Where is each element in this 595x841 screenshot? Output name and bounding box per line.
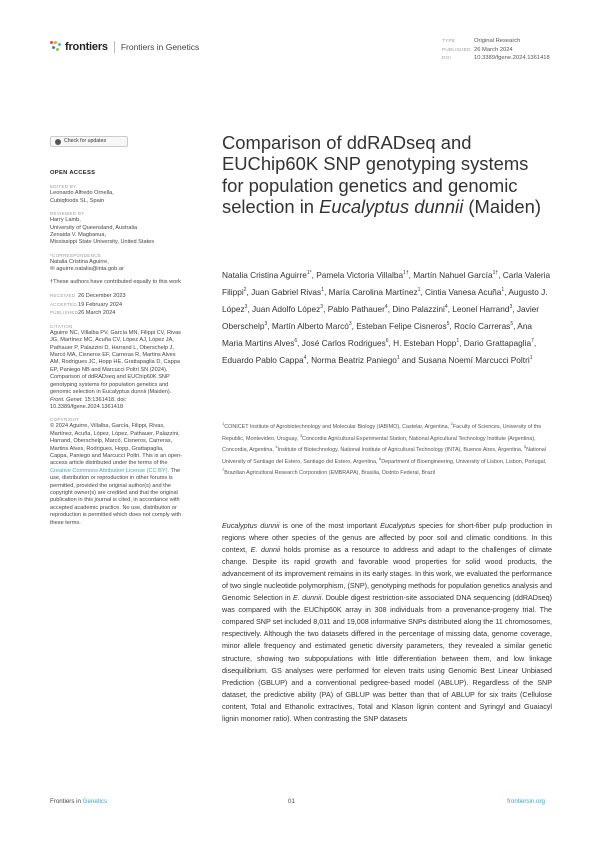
logo-dot [58, 43, 61, 46]
affiliation-text: Department of Bioengineering, University of Lisbon, Lisbon, Portugal, [381, 458, 547, 465]
logo-dot [54, 41, 57, 44]
article-meta [442, 37, 550, 63]
meta-published: PUBLISHED 26 March 2024 [442, 46, 513, 53]
date-published: PUBLISHED26 March 2024 [50, 310, 116, 317]
check-for-updates-button[interactable]: Check for updates [50, 136, 128, 147]
author-affiliation-marker: 3 [264, 321, 268, 328]
author-affiliation-marker: 4 [444, 304, 448, 311]
abstract-run: species for short-fiber pulp production in regions where other species of the genus are affected by poor soil and climatic conditions. In this context, [222, 521, 553, 555]
affiliations [222, 420, 552, 478]
author-affiliation-marker: 6 [294, 338, 298, 345]
article-title: Comparison of ddRADseq and EUChip60K SNP genotyping systems for population genetics and genomic selection in Eucalyptus dunnii (Maiden) [222, 132, 541, 218]
affiliation-marker: 4 [275, 444, 278, 449]
author-name[interactable]: Martín Nahuel García$^{1\dagger}$ [413, 269, 499, 280]
logo-divider [114, 41, 115, 53]
author-name[interactable]: Carla Valeria Filippi$^2$ [222, 269, 551, 297]
reviewer-affiliation: Mississippi State University, United States [50, 239, 155, 246]
author-affiliation-marker: 1 [501, 287, 505, 294]
author-affiliation-marker: 3 [244, 304, 248, 311]
author-affiliation-marker: 1 [417, 287, 421, 294]
affiliation-text: CONICET Institute of Agrobiotechnology and Molecular Biology (IABIMO), Castelar, Argentina, [224, 423, 451, 430]
species-name: E. dunnii [293, 593, 322, 603]
journal-name: Frontiers in Genetics [120, 42, 200, 52]
affiliation-text: Faculty of Sciences, University of the Republic, Montevideo, Uruguay, [222, 423, 542, 442]
author-affiliation-marker: 3 [320, 304, 324, 311]
article-sidebar [50, 136, 183, 527]
correspondent-email[interactable]: ✉ aguirre.natalia@inta.gob.ar [50, 266, 124, 273]
logo-wordmark: frontiers [65, 41, 108, 53]
author-name[interactable]: Rocío Carreras$^5$ [454, 320, 514, 331]
author-name[interactable]: H. Esteban Hopp$^1$ [393, 338, 460, 349]
abstract-text [222, 520, 552, 725]
species-name: Eucalyptus dunnii [222, 521, 280, 530]
editor-name: Leonardo Alfredo Ornella, [50, 190, 114, 197]
footer-journal: Frontiers in Genetics [50, 798, 108, 805]
affiliation-marker: 7 [222, 467, 225, 472]
abstract-run: holds promise as a resource to address and adapt to the challenges of climate change. Despite its rapid growth and favorable wood properties for solid wood products, the advancement of its improvement remains in its early stages. In this work, we evaluated the performance of two single nucleotide polymorphism, (SNP), genotyping methods for population genetics analysis and Genomic Selection in [222, 545, 553, 603]
date-received: RECEIVED 26 December 2023 [50, 293, 126, 300]
affiliation-marker: 3 [299, 432, 303, 438]
author-name[interactable]: Susana Noemí Marcucci Poltri$^1$ [418, 355, 533, 366]
author-name[interactable]: Dario Grattapaglia$^7$ [463, 338, 534, 349]
author-name[interactable]: Martín Alberto Marcó$^3$ [271, 320, 352, 331]
affiliation-marker: 6 [379, 455, 382, 461]
author-affiliation-marker: 1 [321, 287, 324, 294]
page-number: 01 [288, 798, 295, 805]
author-name[interactable]: Javier Oberschelp$^3$ [222, 303, 540, 331]
footer-journal-link[interactable]: Genetics [82, 798, 108, 805]
author-affiliation-marker: 1 [529, 355, 533, 362]
copyright-heading: COPYRIGHT [50, 417, 80, 423]
refresh-icon [55, 139, 61, 145]
meta-doi[interactable]: DOI 10.3389/fgene.2024.1361418 [442, 55, 550, 62]
author-affiliation-marker: 4 [384, 304, 388, 311]
author-name[interactable]: Eduardo Pablo Cappa$^4$ [222, 355, 307, 366]
species-name: Eucalyptus [380, 521, 416, 530]
author-name[interactable]: Juan Gabriel Rivas$^1$ [251, 286, 324, 297]
author-affiliation-marker: 3 [348, 321, 352, 328]
frontiers-logo[interactable] [50, 39, 199, 55]
author-name[interactable]: Esteban Felipe Cisneros$^5$ [356, 320, 450, 331]
affiliation-text: Institute of Biotechnology, National Institute of Agricultural Technology (INTA), Buenos Aires, Argentina, [277, 446, 524, 453]
author-affiliation-marker: 7 [531, 338, 534, 345]
copyright-text: © 2024 Aguirre, Villalba, García, Filippi, Rivas, Martínez, Acuña, López, López, Pathauer, Palazzini, Harrand, Oberschelp, Marcó, Cisneros, Carreras, Martins Alves, Rodrigues, Hopp, Grattapaglia, Cappa, Paniego and Marcucci Poltri. This is an open-access article distributed under the terms of the Creative Commons Attribution License (CC BY). The use, distribution or reproduction in other forums is permitted, provided the original author(s) and the copyright owner(s) are credited and that the original publication in this journal is cited, in accordance with accepted academic practice. No use, distribution or reproduction is permitted which does not comply with these terms. [50, 423, 183, 526]
open-access-label: OPEN ACCESS [50, 170, 96, 176]
author-name[interactable]: Dino Palazzini$^4$ [392, 303, 448, 314]
author-name[interactable]: Cintia Vanesa Acuña$^1$ [425, 286, 505, 297]
author-name[interactable]: Pamela Victoria Villalba$^{1\dagger}$ [316, 269, 409, 280]
citation-doi[interactable]: doi: 10.3389/fgene.2024.1361418 [50, 396, 127, 410]
reviewer-name: Zenaida V. Magbanua, [50, 232, 107, 239]
affiliation-text: National University of Santiago del Estero, Santiago del Estero, Argentina, [222, 446, 546, 465]
correspondent-name: Natalia Cristina Aguirre, [50, 258, 109, 265]
author-affiliation-marker: 1† [403, 270, 409, 276]
date-accepted: ACCEPTED19 February 2024 [50, 301, 123, 308]
cc-by-license-link[interactable]: Creative Commons Attribution License (CC BY). [50, 467, 170, 474]
correspondence-heading: *CORRESPONDENCE [50, 252, 102, 258]
author-affiliation-marker: 6 [385, 338, 389, 345]
affiliation-marker: 2 [450, 421, 453, 426]
author-name[interactable]: Augusto J. López$^3$ [222, 286, 548, 314]
affiliation-marker: 1 [222, 421, 225, 426]
author-affiliation-marker: 1 [456, 338, 460, 345]
author-name[interactable]: Ana Maria Martins Alves$^6$ [222, 320, 533, 349]
species-name: E. dunnii [250, 545, 281, 555]
author-affiliation-marker: 3 [509, 304, 513, 311]
author-name[interactable]: Natalia Cristina Aguirre$^{1*}$ [222, 269, 312, 280]
abstract-run: is one of the most important [279, 521, 381, 530]
author-affiliation-marker: 4 [303, 355, 307, 362]
footer-site-link[interactable]: frontiersin.org [507, 798, 545, 805]
reviewed-by-heading: REVIEWED BY [50, 211, 85, 217]
author-affiliation-marker: 5 [510, 321, 514, 328]
article-dates [50, 292, 183, 318]
author-affiliation-marker: 1* [306, 270, 312, 276]
title-species: Eucalyptus dunnii [319, 196, 464, 218]
author-list: Natalia Cristina Aguirre$^{1*}$, Pamela Victoria Villalba$^{1\dagger}$, Martín Nahuel García$^{1\dagger}$, Carla Valeria Filippi$^2$, Juan Gabriel Rivas$^1$, María Carolina Martínez$^1$, Cintia Vanesa Acuña$^1$, Augusto J. López$^3$, Juan Adolfo López$^3$, Pablo Pathauer$^4$, Dino Palazzini$^4$, Leonel Harrand$^3$, Javier Oberschelp$^3$, Martín Alberto Marcó$^3$, Esteban Felipe Cisneros$^5$, Rocío Carreras$^5$, Ana Maria Martins Alves$^6$, José Carlos Rodrigues$^6$, H. Esteban Hopp$^1$, Dario Grattapaglia$^7$, Eduardo Pablo Cappa$^4$, Norma Beatriz Paniego$^1$ and Susana Noemí Marcucci Poltri$^1$ [222, 269, 551, 366]
editor-affiliation: Cubiqfoods SL, Spain [50, 197, 105, 204]
author-name[interactable]: Leonel Harrand$^3$ [452, 303, 513, 314]
citation-heading: CITATION [50, 323, 73, 329]
equal-contribution-note: †These authors have contributed equally to this work [50, 278, 181, 285]
author-affiliation-marker: 1 [396, 355, 400, 362]
author-name[interactable]: Pablo Pathauer$^4$ [327, 303, 388, 314]
page-header [50, 37, 550, 61]
author-affiliation-marker: 2 [243, 287, 247, 294]
abstract-run: . Double digest restriction-site associated DNA sequencing (ddRADseq) was compared with the EUChip60K array in 308 individuals from a provenance-progeny trial. The compared SNP set included 8,011 and 19,008 informative SNPs distributed along the 11 chromosomes, respectively. Although the two datasets differed in the percentage of missing data, genome coverage, minor allele frequency and estimated genetic diversity parameters, they revealed a similar genetic structure, showing two subpopulations with little differentiation between them, and low linkage disequilibrium. GS analyses were performed for eleven traits using Genomic Best Linear Unbiased Prediction (GBLUP) and a conventional pedigree-based model (ABLUP). Regardless of the SNP dataset, the predictive ability (PA) of GBLUP was better than that of ABLUP for six traits (Cellulose content, Total and Ethanolic extractives, Total and Klason lignin content and Syringyl and Guaiacyl lignin monomer ratio). When contrasting the SNP datasets [222, 593, 552, 723]
logo-dot [56, 48, 59, 51]
author-affiliation-marker: 5 [446, 321, 450, 328]
meta-type: TYPE Original Research [442, 38, 521, 44]
affiliation-text: Concordia Agricultural Experimental Station, National Agricultural Technology Institute (Argentina), Concordia, Argentina, [222, 435, 536, 453]
author-affiliation-marker: 1† [492, 270, 499, 276]
affiliation-marker: 5 [523, 444, 527, 449]
logo-dot [52, 46, 55, 49]
reviewer-name: Harry Lamb, [50, 217, 81, 224]
author-name[interactable]: María Carolina Martínez$^1$ [328, 286, 421, 297]
author-name[interactable]: Juan Adolfo López$^3$ [252, 303, 324, 314]
affiliation-text: Brazilian Agricultural Research Corporation (EMBRAPA), Brasilia, Distrito Federal, Brazil [224, 469, 436, 476]
frontiers-logo-mark [50, 41, 62, 53]
edited-by-heading: EDITED BY [50, 184, 77, 190]
reviewer-affiliation: University of Queensland, Australia [50, 224, 138, 231]
author-name[interactable]: José Carlos Rodrigues$^6$ [301, 338, 389, 349]
author-name[interactable]: Norma Beatriz Paniego$^1$ [311, 355, 400, 366]
logo-dot [50, 41, 53, 44]
citation-text: Aguirre NC, Villalba PV, García MN, Filippi CV, Rivas JG, Martínez MC, Acuña CV, López AJ, López JA, Pathauer P, Palazzini D, Harrand L, Oberschelp J, Marcó MA, Cisneros EF, Carreras R, Martins Alves AM, Rodrigues JC, Hopp HE, Grattapaglia D, Cappa EP, Paniego NB and Marcucci Poltri SN (2024), Comparison of ddRADseq and EUChip60K SNP genotyping systems for population genetics and genomic selection in Eucalyptus dunnii (Maiden). Front. Genet. 15:1361418. doi: 10.3389/fgene.2024.1361418 [50, 329, 181, 410]
